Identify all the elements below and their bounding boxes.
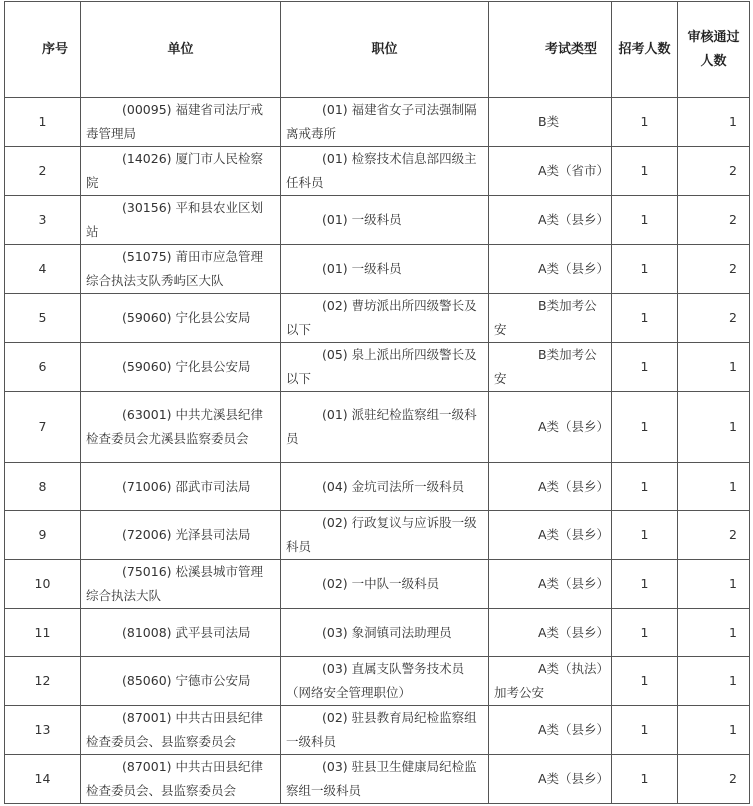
row-passed-count: 1 xyxy=(678,343,750,392)
row-exam-type: A类（县乡） xyxy=(489,609,612,657)
row-index: 4 xyxy=(5,245,81,294)
row-index: 5 xyxy=(5,294,81,343)
row-recruit-count: 1 xyxy=(612,245,678,294)
row-position: (03) 直属支队警务技术员（网络安全管理职位） xyxy=(281,657,489,706)
row-exam-type: A类（省市） xyxy=(489,147,612,196)
row-passed-count: 1 xyxy=(678,706,750,755)
row-exam-type: A类（县乡） xyxy=(489,245,612,294)
row-index: 3 xyxy=(5,196,81,245)
row-recruit-count: 1 xyxy=(612,706,678,755)
row-index: 9 xyxy=(5,511,81,560)
row-position: (01) 检察技术信息部四级主任科员 xyxy=(281,147,489,196)
header-index: 序号 xyxy=(5,2,81,98)
row-recruit-count: 1 xyxy=(612,609,678,657)
row-passed-count: 2 xyxy=(678,755,750,804)
row-exam-type: A类（执法）加考公安 xyxy=(489,657,612,706)
row-position: (05) 泉上派出所四级警长及以下 xyxy=(281,343,489,392)
row-exam-type: A类（县乡） xyxy=(489,511,612,560)
row-passed-count: 1 xyxy=(678,657,750,706)
table-row xyxy=(5,245,750,294)
header-unit: 单位 xyxy=(81,2,281,98)
row-passed-count: 1 xyxy=(678,463,750,511)
table-row xyxy=(5,609,750,657)
table-row xyxy=(5,294,750,343)
table-row xyxy=(5,511,750,560)
row-passed-count: 1 xyxy=(678,560,750,609)
row-unit: (71006) 邵武市司法局 xyxy=(81,463,281,511)
row-unit: (75016) 松溪县城市管理综合执法大队 xyxy=(81,560,281,609)
table-row xyxy=(5,755,750,804)
row-unit: (59060) 宁化县公安局 xyxy=(81,294,281,343)
table-row xyxy=(5,392,750,463)
row-exam-type: A类（县乡） xyxy=(489,755,612,804)
table-row xyxy=(5,463,750,511)
row-index: 6 xyxy=(5,343,81,392)
row-unit: (87001) 中共古田县纪律检查委员会、县监察委员会 xyxy=(81,755,281,804)
table-row xyxy=(5,196,750,245)
row-passed-count: 1 xyxy=(678,98,750,147)
header-exam-type: 考试类型 xyxy=(489,2,612,98)
row-unit: (30156) 平和县农业区划站 xyxy=(81,196,281,245)
row-recruit-count: 1 xyxy=(612,560,678,609)
row-passed-count: 1 xyxy=(678,609,750,657)
row-position: (02) 曹坊派出所四级警长及以下 xyxy=(281,294,489,343)
results-table xyxy=(4,1,750,804)
row-position: (01) 福建省女子司法强制隔离戒毒所 xyxy=(281,98,489,147)
table-row xyxy=(5,560,750,609)
row-position: (02) 行政复议与应诉股一级科员 xyxy=(281,511,489,560)
row-index: 10 xyxy=(5,560,81,609)
row-exam-type: B类 xyxy=(489,98,612,147)
row-index: 8 xyxy=(5,463,81,511)
row-passed-count: 2 xyxy=(678,294,750,343)
row-recruit-count: 1 xyxy=(612,98,678,147)
row-recruit-count: 1 xyxy=(612,511,678,560)
row-exam-type: B类加考公安 xyxy=(489,294,612,343)
row-index: 1 xyxy=(5,98,81,147)
row-index: 13 xyxy=(5,706,81,755)
row-exam-type: B类加考公安 xyxy=(489,343,612,392)
row-position: (04) 金坑司法所一级科员 xyxy=(281,463,489,511)
row-position: (03) 象洞镇司法助理员 xyxy=(281,609,489,657)
row-recruit-count: 1 xyxy=(612,147,678,196)
row-index: 14 xyxy=(5,755,81,804)
row-recruit-count: 1 xyxy=(612,196,678,245)
header-passed-count: 审核通过人数 xyxy=(678,2,750,98)
row-exam-type: A类（县乡） xyxy=(489,392,612,463)
row-index: 12 xyxy=(5,657,81,706)
row-exam-type: A类（县乡） xyxy=(489,560,612,609)
row-position: (02) 驻县教育局纪检监察组一级科员 xyxy=(281,706,489,755)
row-passed-count: 2 xyxy=(678,245,750,294)
row-position: (01) 一级科员 xyxy=(281,196,489,245)
row-index: 2 xyxy=(5,147,81,196)
row-recruit-count: 1 xyxy=(612,392,678,463)
row-unit: (63001) 中共尤溪县纪律检查委员会尤溪县监察委员会 xyxy=(81,392,281,463)
row-passed-count: 2 xyxy=(678,147,750,196)
row-position: (03) 驻县卫生健康局纪检监察组一级科员 xyxy=(281,755,489,804)
row-recruit-count: 1 xyxy=(612,463,678,511)
row-recruit-count: 1 xyxy=(612,294,678,343)
table-row xyxy=(5,706,750,755)
row-recruit-count: 1 xyxy=(612,755,678,804)
table-row xyxy=(5,98,750,147)
table-header-row xyxy=(5,2,750,98)
row-exam-type: A类（县乡） xyxy=(489,196,612,245)
header-recruit-count: 招考人数 xyxy=(612,2,678,98)
row-index: 11 xyxy=(5,609,81,657)
row-passed-count: 2 xyxy=(678,196,750,245)
row-unit: (72006) 光泽县司法局 xyxy=(81,511,281,560)
row-passed-count: 2 xyxy=(678,511,750,560)
table-row xyxy=(5,147,750,196)
table-row xyxy=(5,657,750,706)
row-unit: (85060) 宁德市公安局 xyxy=(81,657,281,706)
row-position: (01) 派驻纪检监察组一级科员 xyxy=(281,392,489,463)
row-unit: (51075) 莆田市应急管理综合执法支队秀屿区大队 xyxy=(81,245,281,294)
row-index: 7 xyxy=(5,392,81,463)
row-unit: (87001) 中共古田县纪律检查委员会、县监察委员会 xyxy=(81,706,281,755)
row-position: (01) 一级科员 xyxy=(281,245,489,294)
row-recruit-count: 1 xyxy=(612,657,678,706)
header-position: 职位 xyxy=(281,2,489,98)
row-unit: (59060) 宁化县公安局 xyxy=(81,343,281,392)
row-unit: (81008) 武平县司法局 xyxy=(81,609,281,657)
row-exam-type: A类（县乡） xyxy=(489,463,612,511)
row-recruit-count: 1 xyxy=(612,343,678,392)
row-unit: (00095) 福建省司法厅戒毒管理局 xyxy=(81,98,281,147)
row-unit: (14026) 厦门市人民检察院 xyxy=(81,147,281,196)
row-exam-type: A类（县乡） xyxy=(489,706,612,755)
row-position: (02) 一中队一级科员 xyxy=(281,560,489,609)
row-passed-count: 1 xyxy=(678,392,750,463)
table-row xyxy=(5,343,750,392)
